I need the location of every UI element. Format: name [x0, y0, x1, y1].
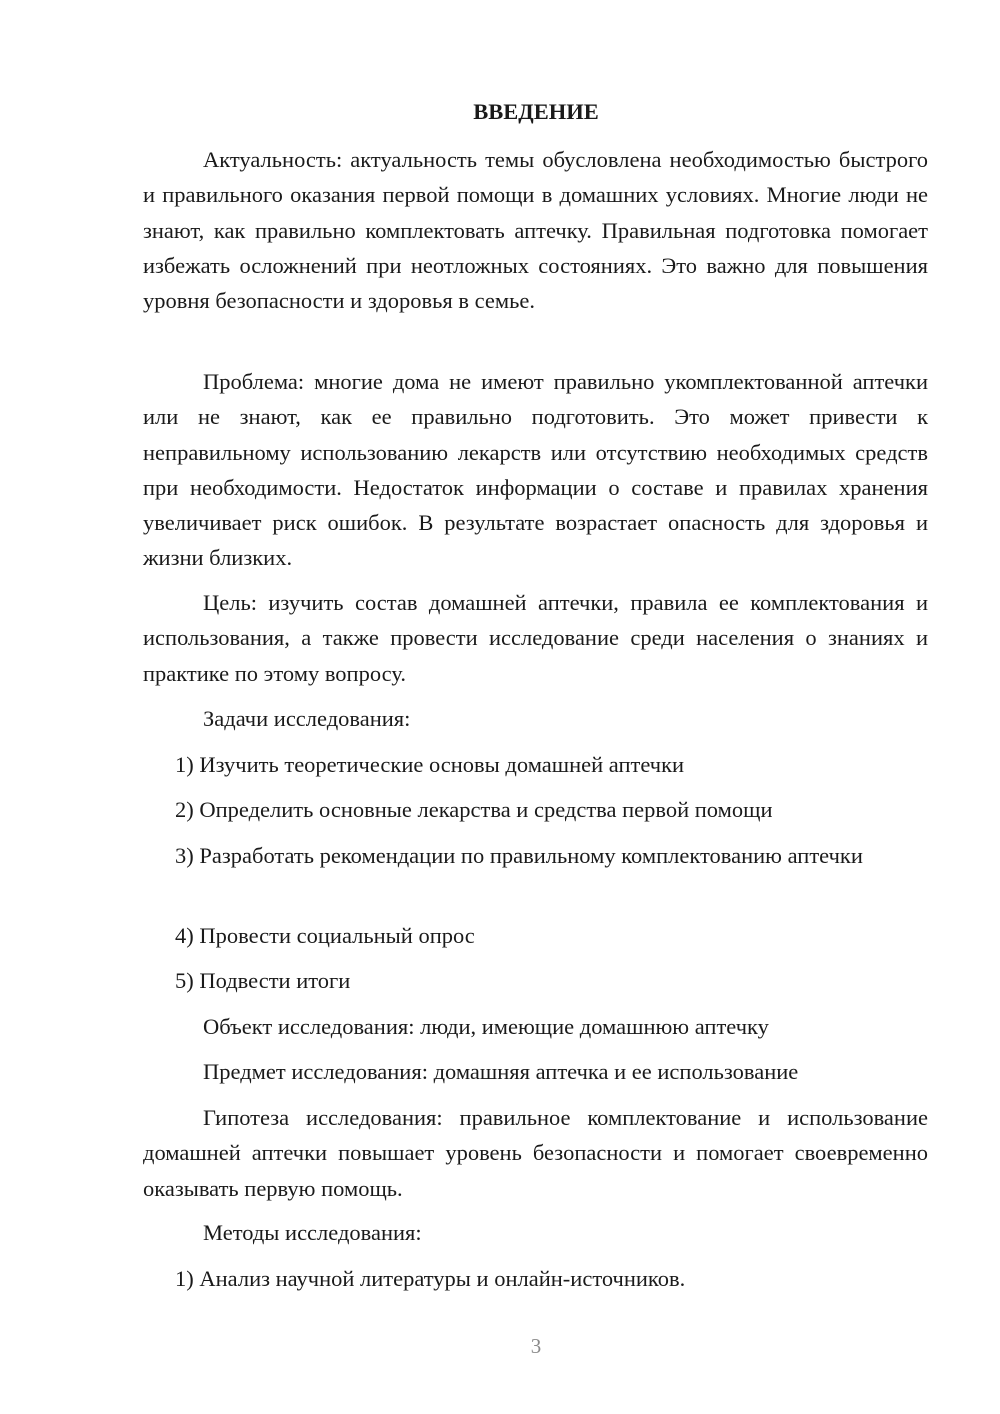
goal-paragraph: Цель: изучить состав домашней аптечки, правила ее комплектования и использования, а также провести исследование среди населения о знаниях и практике по этому вопросу. [143, 590, 928, 686]
relevance-paragraph: Актуальность: актуальность темы обусловлена необходимостью быстрого и правильного оказания первой помощи в домашних условиях. Многие люди не знают, как правильно комплектовать аптечку. Правильная подготовка помогает избежать осложнений при неотложных состояниях. Это важно для повышения уровня безопасности и здоровья в семье. [143, 147, 928, 314]
problem-paragraph: Проблема: многие дома не имеют правильно укомплектованной аптечки или не знают, как ее правильно подготовить. Это может привести к неправильному использованию лекарств или отсутствию необходимых средств при необходимости. Недостаток информации о составе и правилах хранения увеличивает риск ошибок. В результате возрастает опасность для здоровья и жизни близких. [143, 369, 928, 571]
section-title: ВВЕДЕНИЕ [473, 99, 599, 124]
task-item-2: 2) Определить основные лекарства и средства первой помощи [175, 797, 773, 822]
hypothesis-paragraph: Гипотеза исследования: правильное комплектование и использование домашней аптечки повышает уровень безопасности и помогает своевременно оказывать первую помощь. [143, 1105, 928, 1201]
method-item-1: 1) Анализ научной литературы и онлайн-источников. [175, 1266, 686, 1291]
task-item-1: 1) Изучить теоретические основы домашней аптечки [175, 752, 685, 777]
page-number: 3 [530, 1334, 542, 1358]
task-item-5: 5) Подвести итоги [175, 968, 351, 993]
task-item-4: 4) Провести социальный опрос [175, 923, 475, 948]
subject-line: Предмет исследования: домашняя аптечка и ее использование [203, 1059, 799, 1084]
object-line: Объект исследования: люди, имеющие домашнюю аптечку [203, 1014, 769, 1039]
methods-heading: Методы исследования: [203, 1220, 422, 1245]
task-item-3: 3) Разработать рекомендации по правильному комплектованию аптечки [175, 843, 863, 868]
tasks-heading: Задачи исследования: [203, 706, 411, 731]
